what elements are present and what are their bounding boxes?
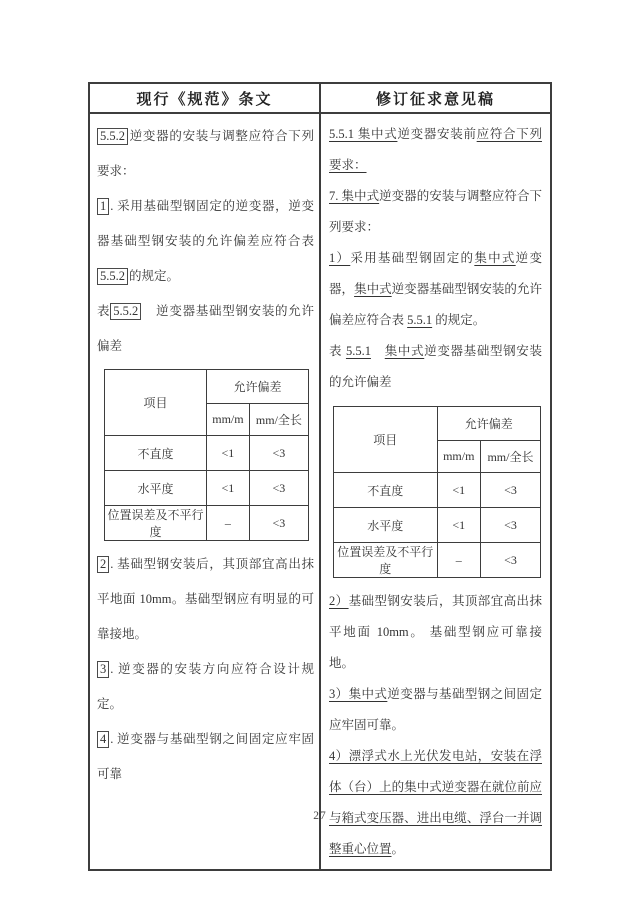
- deviation-table-left: [104, 369, 309, 541]
- deviation-header-row: [105, 370, 309, 404]
- clause-right-item-3: 3）集中式逆变器与基础型钢之间固定应牢固可靠。: [329, 687, 542, 732]
- row-mm-per-m-value: <1: [437, 473, 480, 508]
- comparison-table: [88, 82, 552, 871]
- row-item-label: 不直度: [334, 473, 438, 508]
- clause-right-item-1: 1）采用基础型钢固定的集中式逆变器，集中式逆变器基础型钢安装的允许偏差应符合表 5.5.1 的规定。: [329, 251, 542, 327]
- row-item-label: 位置误差及不平行度: [334, 543, 438, 578]
- row-mm-per-m-value: –: [207, 506, 250, 541]
- table-row: [105, 506, 309, 541]
- clause-right-item-7: 7. 集中式逆变器的安装与调整应符合下列要求：: [329, 189, 542, 234]
- row-mm-full-value: <3: [249, 436, 308, 471]
- row-mm-full-value: <3: [480, 473, 540, 508]
- row-item-label: 水平度: [105, 471, 207, 506]
- col-header-mm-full: mm/全长: [249, 404, 308, 436]
- clause-5-5-2: 5.5.2 逆变器的安装与调整应符合下列要求：: [97, 129, 314, 178]
- table-caption-right: 表 5.5.1 集中式逆变器基础型钢安装的允许偏差: [329, 344, 542, 389]
- header-revision-draft: 修订征求意见稿: [320, 83, 551, 113]
- current-spec-column: [89, 113, 320, 870]
- table-row: [334, 473, 541, 508]
- col-header-item: 项目: [334, 407, 438, 473]
- page-number: 27: [313, 810, 327, 822]
- col-header-mm-per-m: mm/m: [437, 441, 480, 473]
- table-row: [334, 508, 541, 543]
- deviation-table-right: [333, 406, 541, 578]
- col-header-mm-per-m: mm/m: [207, 404, 250, 436]
- row-mm-full-value: <3: [480, 508, 540, 543]
- table-row: [334, 543, 541, 578]
- clause-left-item-1: 1 . 采用基础型钢固定的逆变器，逆变器基础型钢安装的允许偏差应符合表5.5.2 的规定。: [97, 199, 314, 283]
- col-header-allow: 允许偏差: [207, 370, 309, 404]
- clause-5-5-1: 5.5.1 集中式逆变器安装前应符合下列要求：: [329, 127, 542, 172]
- table-row: [105, 436, 309, 471]
- clause-left-item-4: 4 . 逆变器与基础型钢之间固定应牢固可靠: [97, 732, 314, 781]
- row-item-label: 不直度: [105, 436, 207, 471]
- row-mm-per-m-value: <1: [437, 508, 480, 543]
- col-header-item: 项目: [105, 370, 207, 436]
- deviation-header-row: [334, 407, 541, 441]
- row-item-label: 位置误差及不平行度: [105, 506, 207, 541]
- col-header-mm-full: mm/全长: [480, 441, 540, 473]
- header-current-spec: 现行《规范》条文: [89, 83, 320, 113]
- row-item-label: 水平度: [334, 508, 438, 543]
- table-row: [105, 471, 309, 506]
- clause-left-item-2: 2 . 基础型钢安装后，其顶部宜高出抹平地面 10mm。基础型钢应有明显的可靠接地。: [97, 557, 314, 641]
- row-mm-per-m-value: –: [437, 543, 480, 578]
- comparison-table-header-row: [89, 83, 551, 113]
- clause-right-item-4: 4）漂浮式水上光伏发电站，安装在浮体（台）上的集中式逆变器在就位前应与箱式变压器、进出电缆、浮台一并调整重心位置。: [329, 749, 542, 856]
- clause-left-item-3: 3 . 逆变器的安装方向应符合设计规定。: [97, 662, 314, 711]
- row-mm-full-value: <3: [249, 471, 308, 506]
- row-mm-per-m-value: <1: [207, 436, 250, 471]
- row-mm-full-value: <3: [480, 543, 540, 578]
- comparison-table-body-row: [89, 113, 551, 870]
- col-header-allow: 允许偏差: [437, 407, 541, 441]
- revision-draft-column: [320, 113, 551, 870]
- row-mm-full-value: <3: [249, 506, 308, 541]
- clause-right-item-2: 2）基础型钢安装后，其顶部宜高出抹平地面 10mm。 基础型钢应可靠接地。: [329, 594, 542, 670]
- row-mm-per-m-value: <1: [207, 471, 250, 506]
- table-caption-left: 表 5.5.2 逆变器基础型钢安装的允许偏差: [97, 304, 314, 353]
